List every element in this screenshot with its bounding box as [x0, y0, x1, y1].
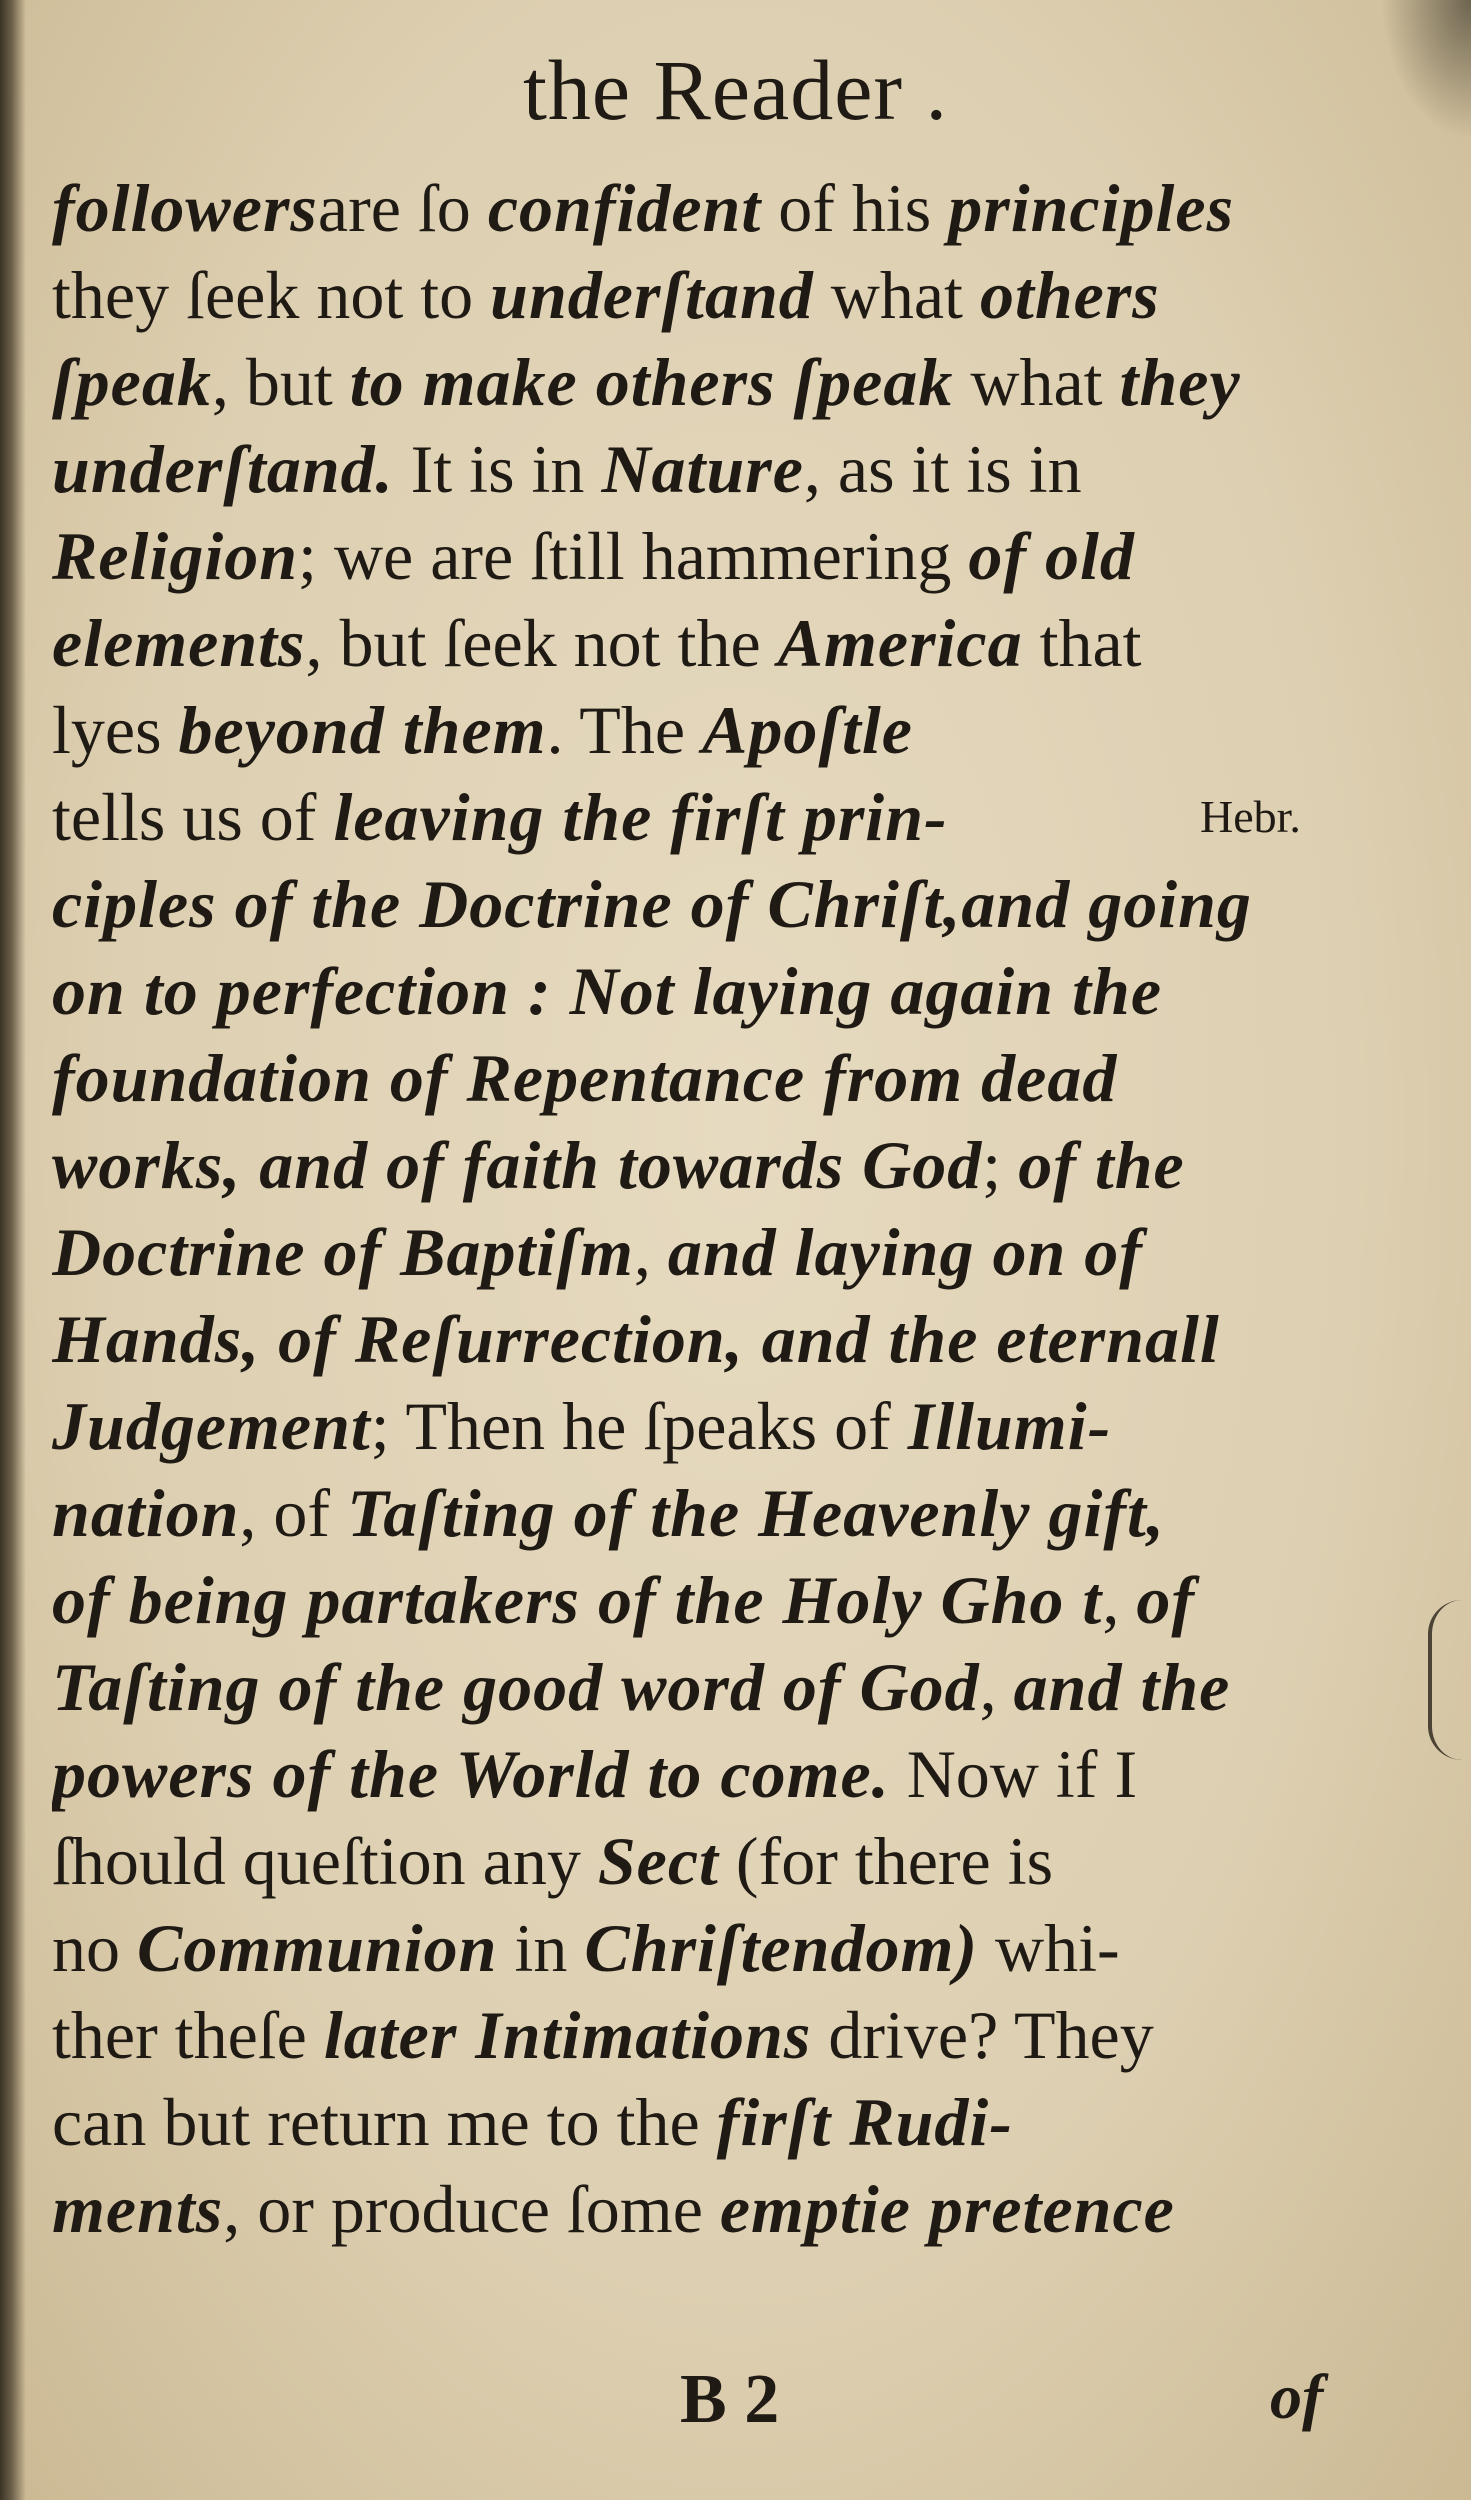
roman-text-run: ſhould queſtion any — [52, 1823, 598, 1899]
italic-text-run: on to perfection : Not laying again the — [52, 953, 1162, 1029]
catchword: of — [1270, 2361, 1324, 2432]
italic-text-run: Sect — [597, 1823, 719, 1899]
italic-text-run: Hands, of Reſurrection, and the eternall — [52, 1301, 1220, 1377]
italic-text-run: foundation of Repentance from dead — [52, 1040, 1118, 1116]
page-footer — [0, 2360, 1471, 2460]
roman-text-run: they ſeek not to — [52, 257, 491, 333]
text-line — [52, 1470, 1352, 1557]
roman-text-run: ; — [982, 1127, 1019, 1203]
roman-text-run: drive? They — [811, 1997, 1154, 2073]
running-head: the Reader . — [522, 42, 949, 138]
text-line — [52, 1557, 1352, 1644]
italic-text-run: underſtand. — [52, 431, 394, 507]
roman-text-run: lyes — [52, 692, 179, 768]
italic-text-run: they — [1119, 344, 1241, 420]
roman-text-run: ; we are ſtill hammering — [298, 518, 969, 594]
body-text — [52, 165, 1352, 2253]
text-line — [52, 1296, 1352, 1383]
roman-text-run: of his — [761, 170, 949, 246]
text-line — [52, 1383, 1352, 1470]
italic-text-run: and the — [1013, 1649, 1231, 1725]
text-line — [52, 1209, 1352, 1296]
text-line — [52, 861, 1352, 948]
italic-text-run: leaving the firſt prin- — [333, 779, 948, 855]
italic-text-run: followers — [52, 170, 318, 246]
italic-text-run: confident — [487, 170, 762, 246]
italic-text-run: underſtand — [490, 257, 814, 333]
roman-text-run: ther theſe — [52, 1997, 324, 2073]
roman-text-run: , of — [239, 1475, 348, 1551]
italic-text-run: of the — [1018, 1127, 1185, 1203]
roman-text-run: , — [979, 1649, 1014, 1725]
roman-text-run: , but ſeek not the — [305, 605, 778, 681]
roman-text-run: Now if I — [889, 1736, 1138, 1812]
text-line — [52, 1644, 1352, 1731]
text-line — [52, 2079, 1352, 2166]
page-gutter-shadow — [0, 0, 26, 2500]
text-line — [52, 513, 1352, 600]
roman-text-run: can but return me to the — [52, 2084, 717, 2160]
italic-text-run: ments — [52, 2171, 224, 2247]
roman-text-run: , — [633, 1214, 668, 1290]
text-line — [52, 252, 1352, 339]
text-line — [52, 165, 1352, 252]
italic-text-run: others — [979, 257, 1160, 333]
italic-text-run: Apoſtle — [702, 692, 913, 768]
text-line — [52, 1731, 1352, 1818]
italic-text-run: to make others ſpeak — [349, 344, 954, 420]
italic-text-run: Communion — [137, 1910, 498, 1986]
roman-text-run: what — [813, 257, 980, 333]
italic-text-run: of being partakers of the Holy Gho t — [52, 1562, 1103, 1638]
italic-text-run: powers of the World to come. — [52, 1736, 890, 1812]
roman-text-run: tells us of — [52, 779, 334, 855]
text-line — [52, 339, 1352, 426]
roman-text-run: ; Then he ſpeaks of — [370, 1388, 908, 1464]
roman-text-run: It is in — [393, 431, 602, 507]
margin-note: Hebr. — [1200, 791, 1301, 842]
text-line — [52, 1818, 1352, 1905]
italic-text-run: and laying on of — [667, 1214, 1143, 1290]
text-line — [52, 1035, 1352, 1122]
italic-text-run: nation — [52, 1475, 240, 1551]
italic-text-run: Judgement — [52, 1388, 371, 1464]
italic-text-run: of — [1136, 1562, 1195, 1638]
italic-text-run: of old — [968, 518, 1135, 594]
text-line — [52, 1905, 1352, 1992]
roman-text-run: . The — [546, 692, 703, 768]
roman-text-run: , but — [211, 344, 350, 420]
text-line — [52, 1992, 1352, 2079]
italic-text-run: Illumi- — [907, 1388, 1112, 1464]
italic-text-run: Nature — [601, 431, 804, 507]
roman-text-run: that — [1022, 605, 1142, 681]
italic-text-run: emptie pretence — [719, 2171, 1175, 2247]
italic-text-run: later Intimations — [323, 1997, 812, 2073]
margin-bracket-mark — [1428, 1600, 1462, 1760]
text-line — [52, 774, 1352, 861]
roman-text-run: , as it is in — [803, 431, 1082, 507]
italic-text-run: works, and of faith towards God — [52, 1127, 983, 1203]
italic-text-run: America — [777, 605, 1023, 681]
roman-text-run: no — [52, 1910, 137, 1986]
roman-text-run: what — [953, 344, 1120, 420]
italic-text-run: Religion — [52, 518, 299, 594]
roman-text-run: whi- — [978, 1910, 1120, 1986]
text-line — [52, 600, 1352, 687]
roman-text-run: are ſo — [317, 170, 488, 246]
italic-text-run: ciples of the Doctrine of Chriſt,and going — [52, 866, 1252, 942]
italic-text-run: Taſting of the Heavenly gift, — [347, 1475, 1165, 1551]
italic-text-run: Taſting of the good word of God — [52, 1649, 980, 1725]
text-line — [52, 1122, 1352, 1209]
italic-text-run: beyond them — [178, 692, 547, 768]
roman-text-run: , — [1102, 1562, 1137, 1638]
text-line — [52, 687, 1352, 774]
signature-mark: B 2 — [680, 2361, 780, 2438]
italic-text-run: Doctrine of Baptiſm — [52, 1214, 634, 1290]
italic-text-run: firſt Rudi- — [716, 2084, 1013, 2160]
italic-text-run: elements — [52, 605, 306, 681]
text-line — [52, 426, 1352, 513]
italic-text-run: Chriſtendom) — [584, 1910, 979, 1986]
italic-text-run: ſpeak — [52, 344, 212, 420]
roman-text-run: in — [497, 1910, 585, 1986]
text-line — [52, 2166, 1352, 2253]
roman-text-run: , or produce ſome — [223, 2171, 720, 2247]
italic-text-run: principles — [948, 170, 1235, 246]
text-line — [52, 948, 1352, 1035]
roman-text-run: (for there is — [718, 1823, 1054, 1899]
